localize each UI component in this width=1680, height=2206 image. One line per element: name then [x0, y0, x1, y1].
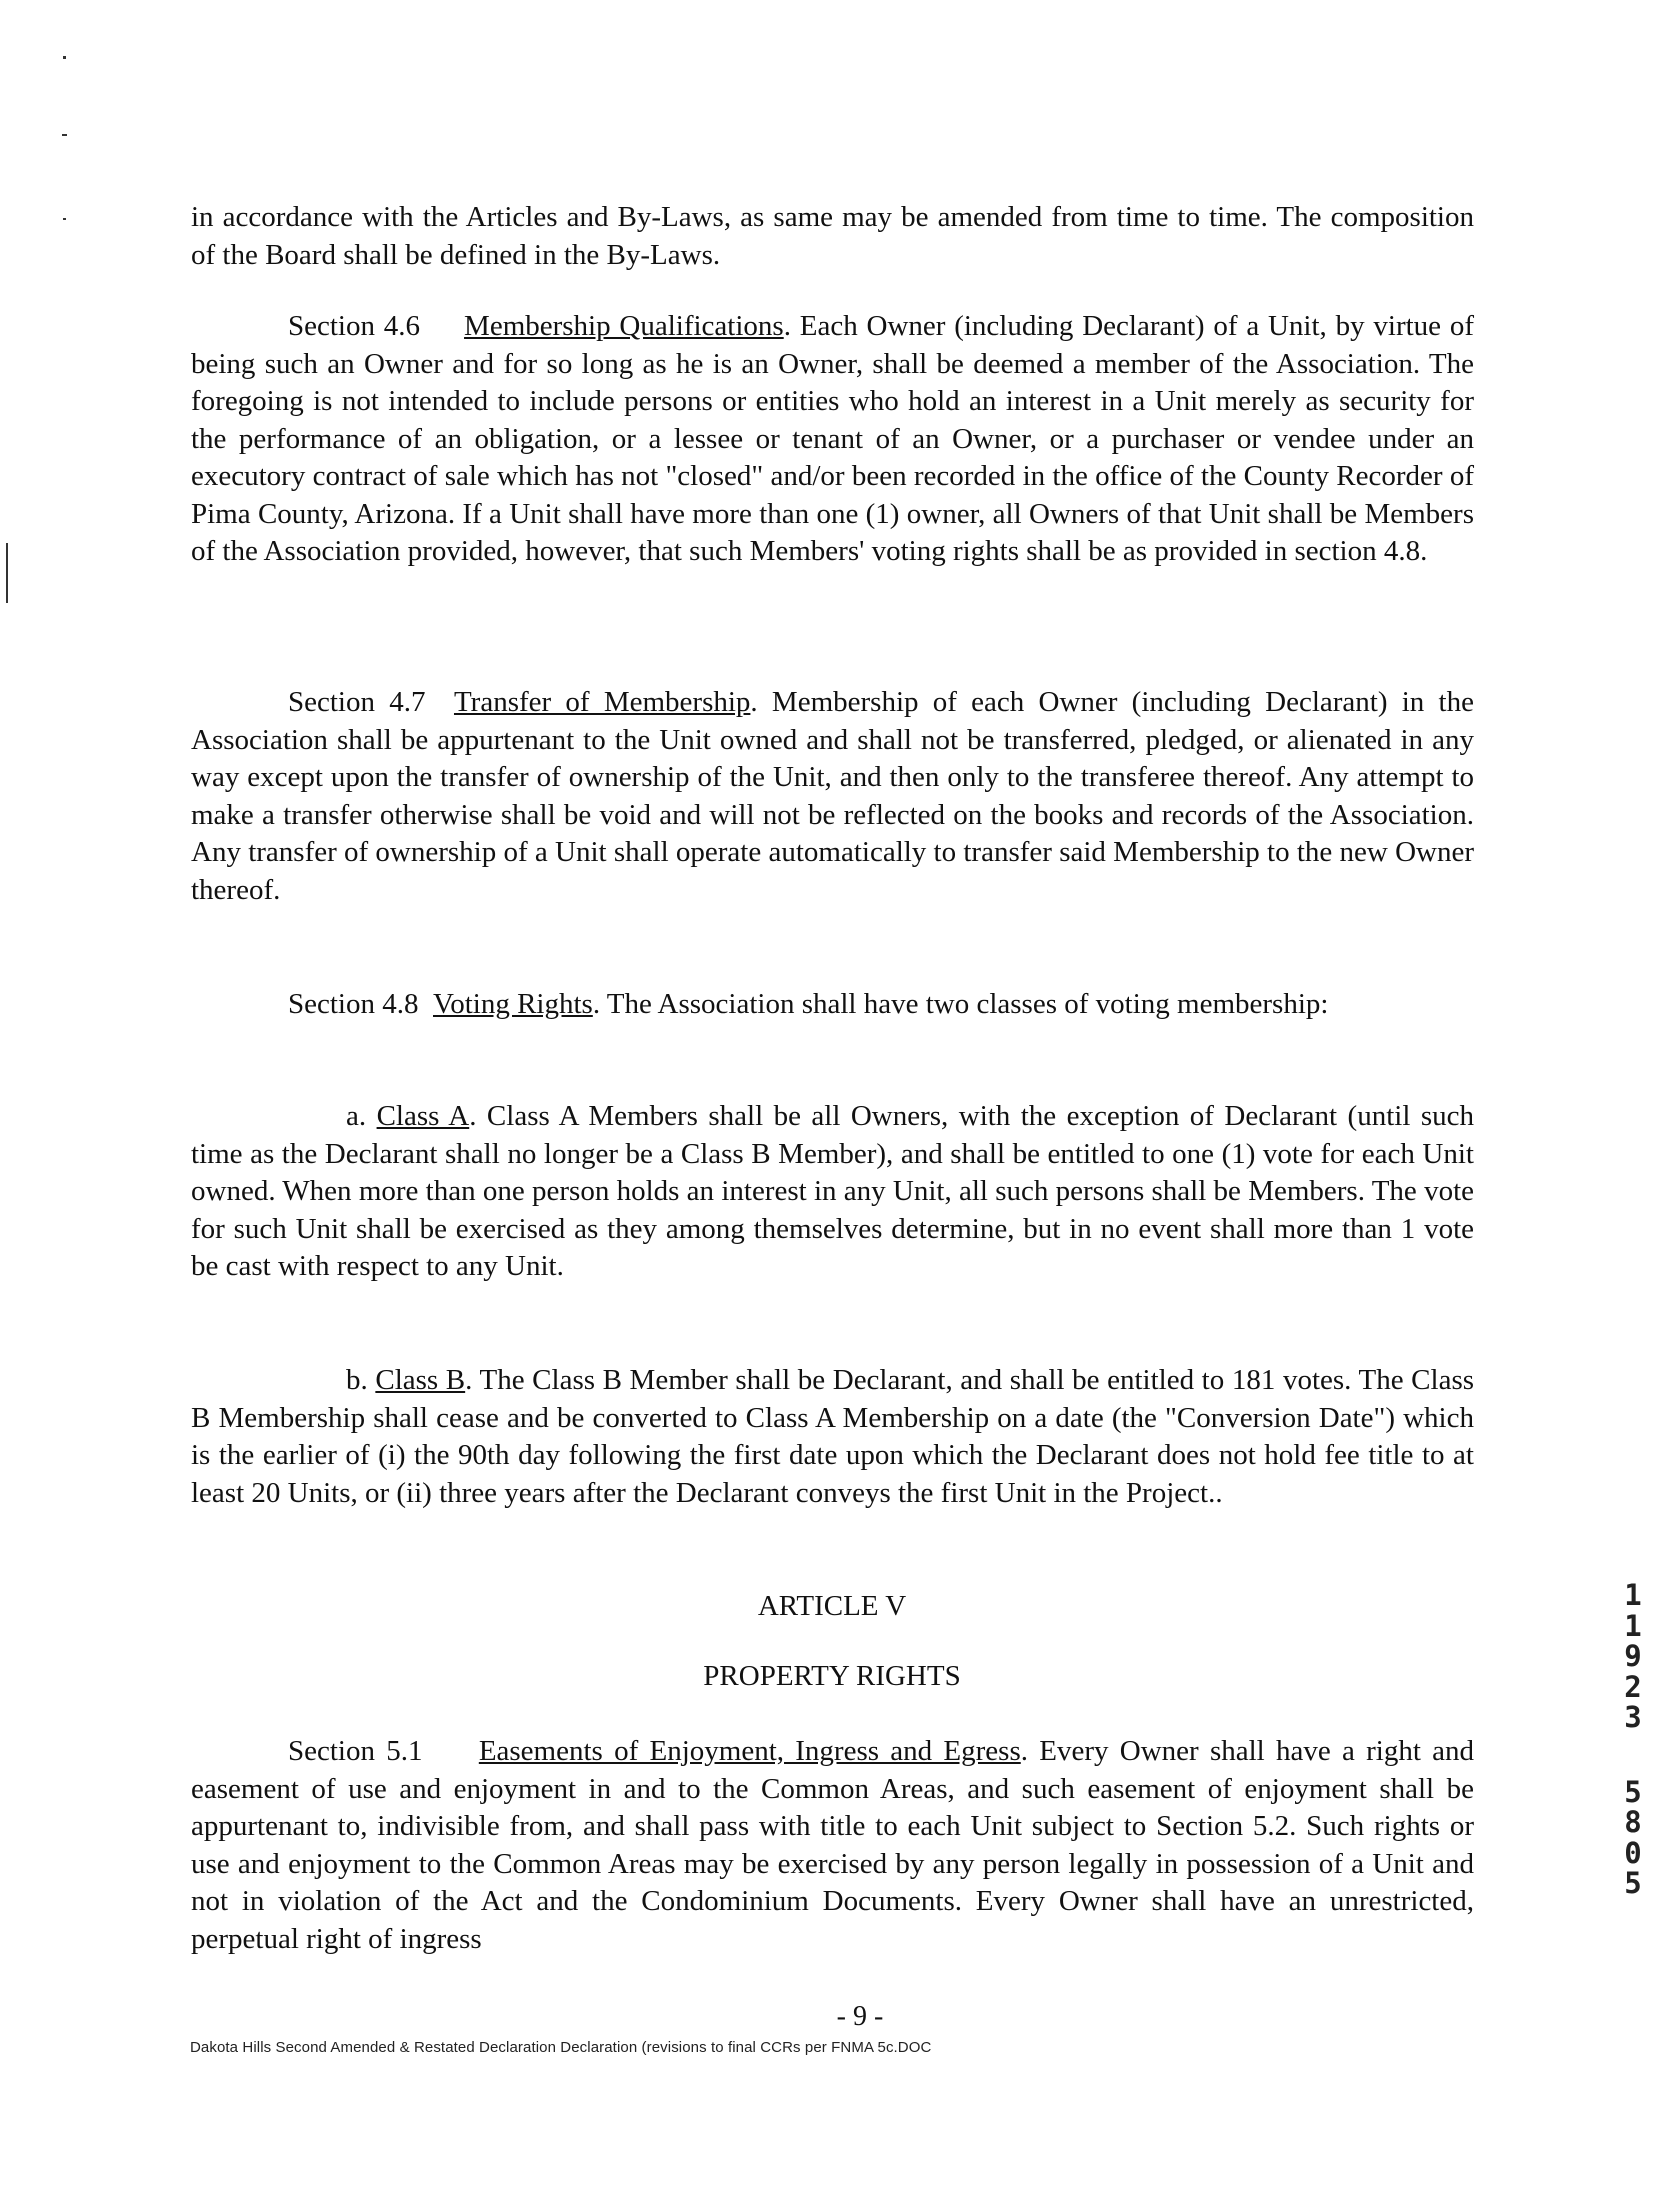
- class-b-paragraph: [191, 1362, 1474, 1512]
- section-title: Transfer of Membership: [453, 686, 751, 718]
- class-body: . Class A Members shall be all Owners, with the exception of Declarant (until such time as the Declarant shall no longer be a Class B Member), and shall be entitled to one (1) vote for each Unit owned. When more than one person holds an interest in any Unit, all such persons shall be Members. The vote for such Unit shall be exercised as they among themselves determine, but in no event shall more than 1 vote be cast with respect to any Unit.: [191, 1100, 1474, 1282]
- section-title: Voting Rights: [433, 988, 593, 1020]
- section-body: . Membership of each Owner (including Declarant) in the Association shall be appurtenant to the Unit owned and shall not be transferred, pledged, or alienated in any way except upon the transfer of ownership of the Unit, and then only to the transferee thereof. Any attempt to make a transfer otherwise shall be void and will not be reflected on the books and records of the Association. Any transfer of ownership of a Unit shall operate automatically to transfer said Membership to the new Owner thereof.: [191, 686, 1474, 906]
- class-a-paragraph: [191, 1098, 1474, 1286]
- recording-digit: 5: [1624, 1866, 1642, 1900]
- recording-digit: 8: [1624, 1805, 1642, 1839]
- page-number: - 9 -: [836, 2001, 884, 2032]
- class-prefix: a.: [346, 1100, 377, 1132]
- section-4-7: [191, 684, 1474, 909]
- recording-digit: 2: [1624, 1669, 1642, 1704]
- section-body: . Each Owner (including Declarant) of a Unit, by virtue of being such an Owner and for so long as he is an Owner, shall be deemed a member of the Association. The foregoing is not intended to include persons or entities who hold an interest in a Unit merely as security for the performance of an obligation, or a lessee or tenant of an Owner, or a purchaser or vendee under an executory contract of sale which has not "closed" and/or been recorded in the office of the County Recorder of Pima County, Arizona. If a Unit shall have more than one (1) owner, all Owners of that Unit shall be Members of the Association provided, however, that such Members' voting rights shall be as provided in section 4.8.: [191, 310, 1474, 567]
- class-prefix: b.: [346, 1364, 376, 1396]
- margin-bar: [6, 543, 8, 603]
- section-number: Section 5.1: [288, 1735, 423, 1767]
- section-body: . Every Owner shall have a right and easement of use and enjoyment in and to the Common Areas, and such easement of enjoyment shall be appurtenant to, indivisible from, and shall pass with title to each Unit subject to Section 5.2. Such rights or use and enjoyment to the Common Areas may be exercised by any person legally in possession of a Unit and not in violation of the Act and the Condominium Documents. Every Owner shall have an unrestricted, perpetual right of ingress: [191, 1735, 1475, 1955]
- paragraph-continuation: in accordance with the Articles and By-Laws, as same may be amended from time to time. The composition of the Board shall be defined in the By-Laws.: [191, 201, 1474, 271]
- section-title: Membership Qualifications: [464, 310, 784, 342]
- recording-digit: 1: [1624, 1608, 1642, 1643]
- section-number: Section 4.6: [288, 310, 421, 342]
- recording-digit: 5: [1624, 1774, 1642, 1809]
- footer-filename: Dakota Hills Second Amended & Restated Declaration Declaration (revisions to final CCRs per FNMA 5c.DOC: [190, 2039, 932, 2056]
- recording-digit: 1: [1624, 1578, 1642, 1612]
- recording-digit: 0: [1624, 1835, 1642, 1870]
- class-body: . The Class B Member shall be Declarant, and shall be entitled to 181 votes. The Class B Membership shall cease and be converted to Class A Membership on a date (the "Conversion Date") which is the earlier of (i) the 90th day following the first date upon which the Declarant does not hold fee title to at least 20 Units, or (ii) three years after the Declarant conveys the first Unit in the Project..: [191, 1364, 1475, 1509]
- class-title: Class B: [375, 1364, 466, 1396]
- section-number: Section 4.7: [288, 686, 426, 718]
- recording-digit: 3: [1624, 1700, 1642, 1734]
- article-heading: ARTICLE V: [757, 1590, 907, 1622]
- section-5-1: [191, 1733, 1474, 1958]
- section-body: . The Association shall have two classes of voting membership:: [592, 988, 1329, 1020]
- scan-mark: [62, 134, 67, 136]
- scan-mark: [63, 56, 66, 59]
- section-title: Easements of Enjoyment, Ingress and Egress: [478, 1735, 1021, 1767]
- scan-mark: [63, 218, 66, 220]
- article-title: PROPERTY RIGHTS: [703, 1660, 961, 1692]
- recording-number-stamp: [1618, 1580, 1648, 1899]
- class-title: Class A: [376, 1100, 470, 1132]
- recording-digit: 9: [1624, 1639, 1642, 1673]
- section-number: Section 4.8: [288, 988, 419, 1020]
- section-4-6: [191, 308, 1474, 571]
- section-4-8: [191, 986, 1474, 1024]
- stamp-gap: [1618, 1733, 1648, 1777]
